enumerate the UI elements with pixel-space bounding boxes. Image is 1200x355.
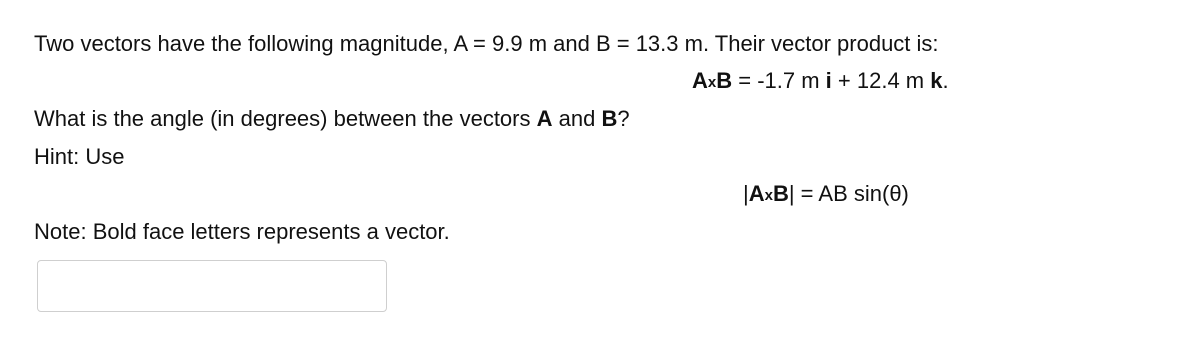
vector-a: A xyxy=(748,181,765,206)
hint-formula xyxy=(743,181,909,210)
vector-b: B xyxy=(601,106,618,131)
unit-vector-i: i xyxy=(825,68,832,93)
cross-symbol: x xyxy=(707,74,717,91)
period: . xyxy=(942,68,949,93)
note-text: Note: Bold face letters represents a vector. xyxy=(34,219,450,244)
prompt-question-mark: ? xyxy=(617,106,630,131)
product-k-coefficient: + 12.4 m xyxy=(831,68,931,93)
vector-product-equation xyxy=(692,68,949,97)
answer-input[interactable] xyxy=(37,260,387,312)
vector-a: A xyxy=(692,68,708,93)
vector-b: B xyxy=(716,68,733,93)
question-intro: Two vectors have the following magnitude, A = 9.9 m and B = 13.3 m. Their vector product is: xyxy=(34,31,939,56)
vector-b: B xyxy=(772,181,789,206)
prompt-text: What is the angle (in degrees) between the vectors xyxy=(34,106,537,131)
vector-a: A xyxy=(536,106,553,131)
product-i-coefficient: = -1.7 m xyxy=(732,68,826,93)
formula-rest: | = AB sin(θ) xyxy=(788,181,909,206)
cross-symbol: x xyxy=(764,187,773,204)
hint-text: Hint: Use xyxy=(34,144,125,169)
prompt-and: and xyxy=(552,106,602,131)
unit-vector-k: k xyxy=(930,68,943,93)
abs-bar: | xyxy=(743,181,749,206)
question-prompt xyxy=(34,106,630,132)
